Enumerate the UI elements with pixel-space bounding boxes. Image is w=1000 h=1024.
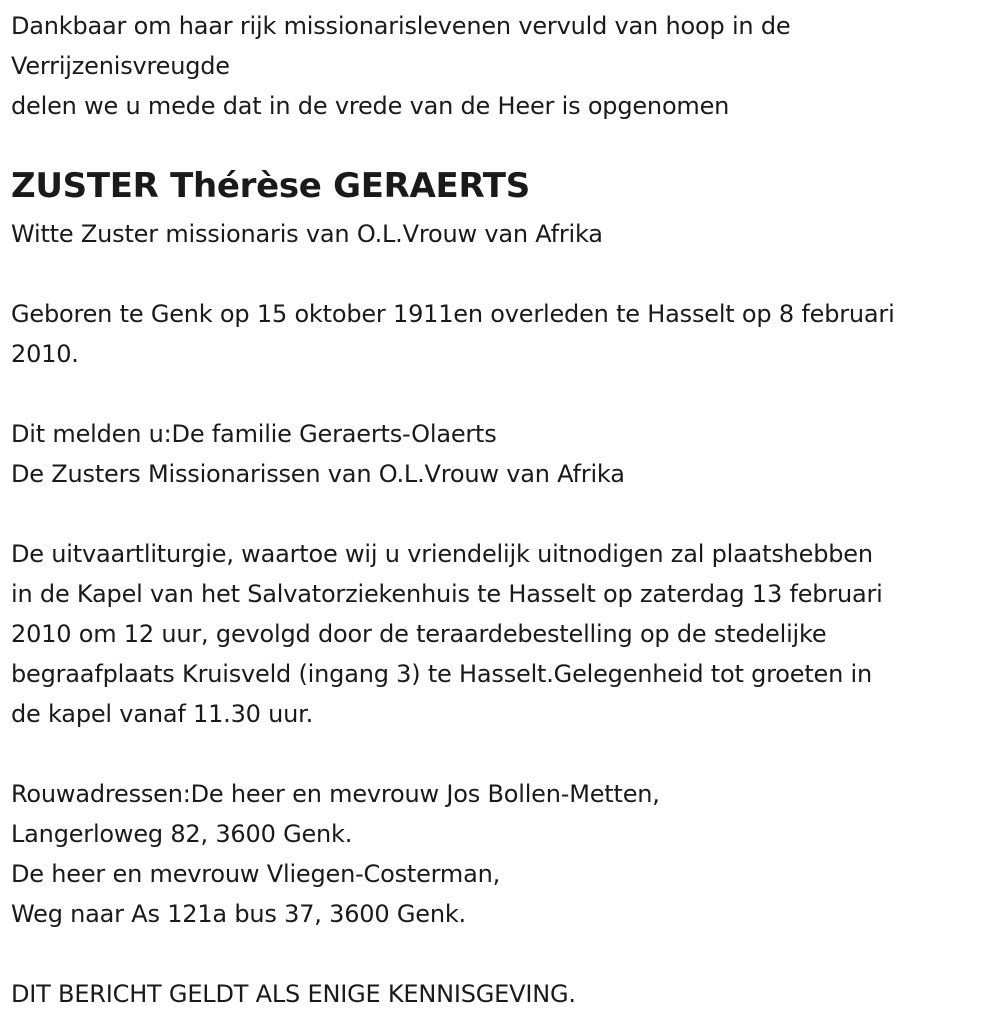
liturgy-line: De uitvaartliturgie, waartoe wij u vriendelijk uitnodigen zal plaatshebben xyxy=(11,540,873,568)
liturgy-line: 2010 om 12 uur, gevolgd door de teraardebestelling op de stedelijke xyxy=(11,620,827,648)
address-line: De heer en mevrouw Vliegen-Costerman, xyxy=(11,860,501,888)
birth-death-line: 2010. xyxy=(11,340,79,368)
deceased-subtitle-block xyxy=(11,214,603,254)
birth-death-text xyxy=(11,294,895,374)
liturgy-line: de kapel vanaf 11.30 uur. xyxy=(11,700,314,728)
intro-line: Verrijzenisvreugde xyxy=(11,52,230,80)
birth-death-line: Geboren te Genk op 15 oktober 1911en overleden te Hasselt op 8 februari xyxy=(11,300,895,328)
announced-by-line: Dit melden u:De familie Geraerts-Olaerts xyxy=(11,420,497,448)
address-line: Langerloweg 82, 3600 Genk. xyxy=(11,820,353,848)
announced-by-line: De Zusters Missionarissen van O.L.Vrouw van Afrika xyxy=(11,460,625,488)
liturgy-line: begraafplaats Kruisveld (ingang 3) te Hasselt.Gelegenheid tot groeten in xyxy=(11,660,873,688)
address-line: Rouwadressen:De heer en mevrouw Jos Bollen-Metten, xyxy=(11,780,660,808)
condolence-addresses xyxy=(11,774,660,934)
intro-line: Dankbaar om haar rijk missionarislevenen vervuld van hoop in de xyxy=(11,12,791,40)
deceased-name: ZUSTER Thérèse GERAERTS xyxy=(11,166,530,206)
address-line: Weg naar As 121a bus 37, 3600 Genk. xyxy=(11,900,466,928)
liturgy-text xyxy=(11,534,883,734)
notice-block xyxy=(11,974,576,1014)
intro-text xyxy=(11,6,790,126)
deceased-subtitle: Witte Zuster missionaris van O.L.Vrouw van Afrika xyxy=(11,220,603,248)
liturgy-line: in de Kapel van het Salvatorziekenhuis te Hasselt op zaterdag 13 februari xyxy=(11,580,883,608)
intro-line: delen we u mede dat in de vrede van de Heer is opgenomen xyxy=(11,92,730,120)
notice-text: DIT BERICHT GELDT ALS ENIGE KENNISGEVING. xyxy=(11,980,576,1008)
announced-by-text xyxy=(11,414,625,494)
